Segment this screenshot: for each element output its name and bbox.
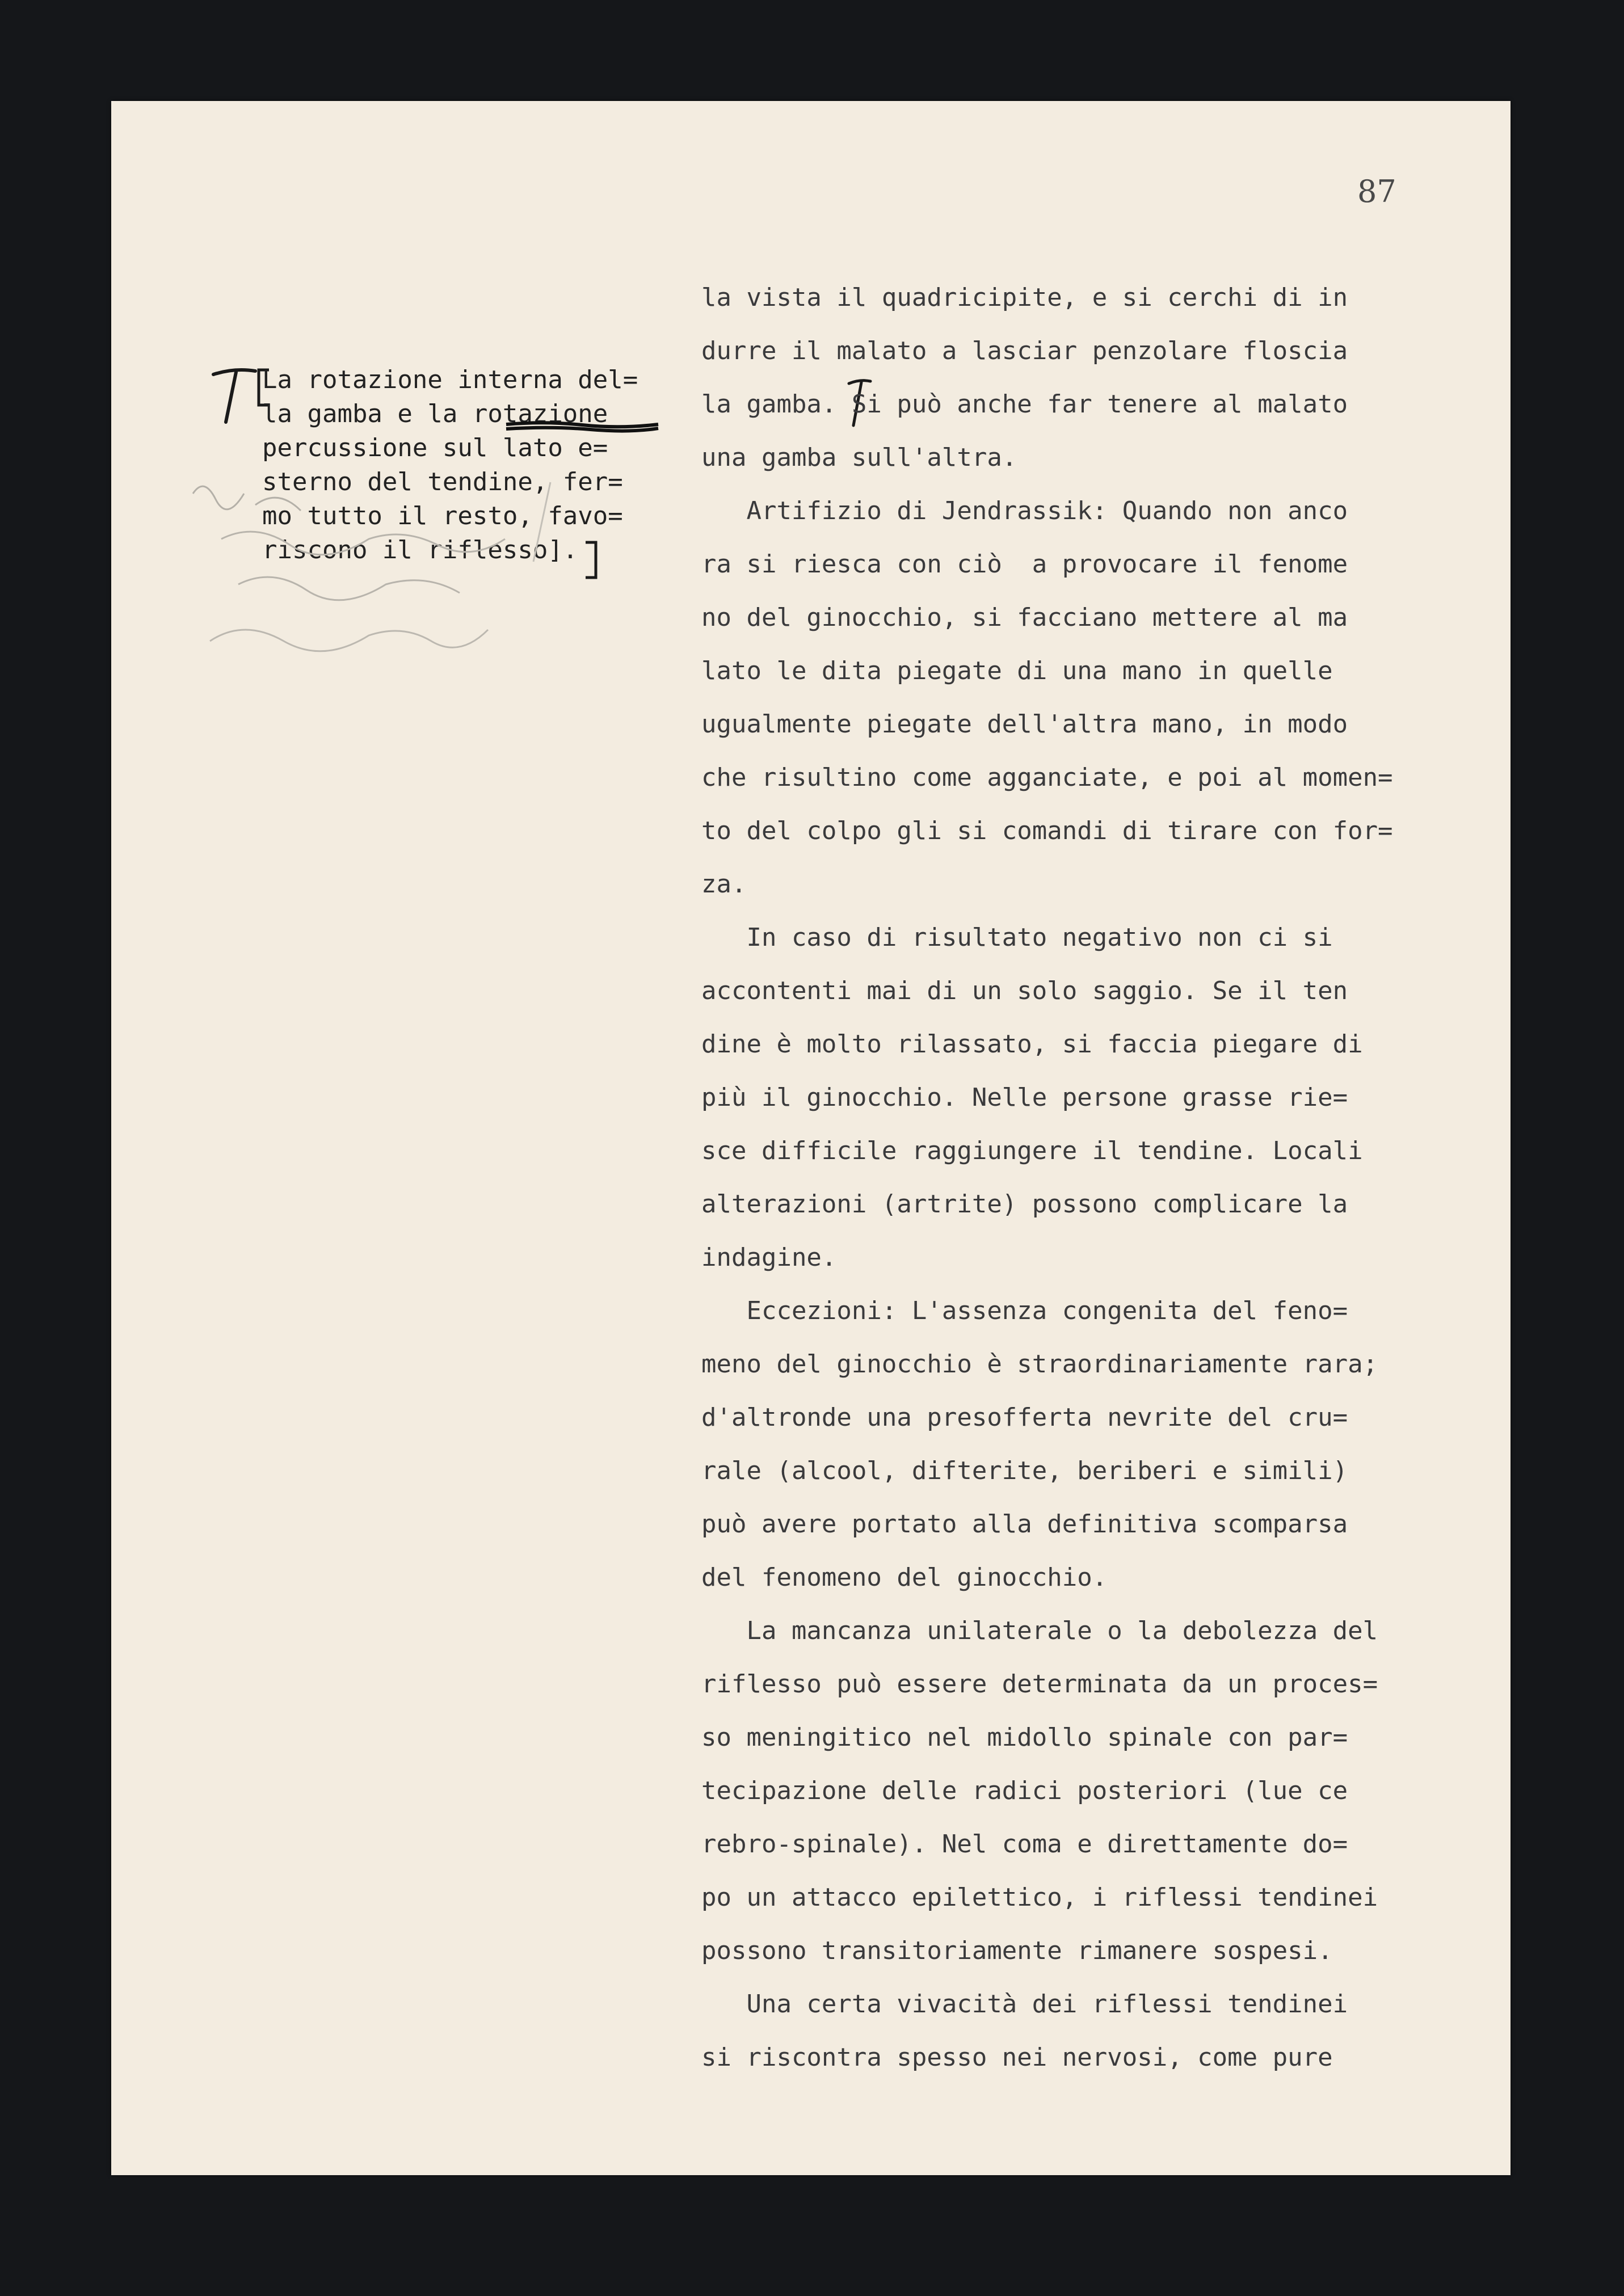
- text-line: to del colpo gli si comandi di tirare con for=: [701, 816, 1393, 845]
- text-line: rebro-spinale). Nel coma e direttamente do=: [701, 1830, 1348, 1859]
- text-line: la vista il quadricipite, e si cerchi di in: [701, 283, 1348, 312]
- text-line: la gamba. Si può anche far tenere al malato: [701, 390, 1348, 419]
- text-line: za.: [701, 870, 747, 899]
- text-line: so meningitico nel midollo spinale con par=: [701, 1723, 1348, 1752]
- text-line: lato le dita piegate di una mano in quelle: [701, 656, 1333, 685]
- margin-note-line: La rotazione interna del=: [262, 365, 638, 394]
- text-line: po un attacco epilettico, i riflessi tendinei: [701, 1883, 1378, 1912]
- text-line: In caso di risultato negativo non ci si: [701, 923, 1333, 952]
- text-line: alterazioni (artrite) possono complicare la: [701, 1190, 1348, 1219]
- pencil-scribble: [187, 471, 584, 675]
- margin-note-line: riscono il riflesso].: [262, 536, 578, 564]
- text-line: possono transitoriamente rimanere sospesi.: [701, 1936, 1333, 1965]
- text-line: si riscontra spesso nei nervosi, come pure: [701, 2043, 1333, 2072]
- text-line: durre il malato a lasciar penzolare floscia: [701, 336, 1348, 365]
- text-line: che risultino come agganciate, e poi al momen=: [701, 763, 1393, 792]
- margin-note-line: mo tutto il resto, favo=: [262, 502, 623, 530]
- main-text: [701, 271, 1490, 2084]
- text-line: una gamba sull'altra.: [701, 443, 1017, 472]
- text-line: del fenomeno del ginocchio.: [701, 1563, 1108, 1592]
- text-line-heading-eccezioni: Eccezioni: L'assenza congenita del feno=: [701, 1296, 1348, 1325]
- text-line: indagine.: [701, 1243, 837, 1272]
- text-line: ra si riesca con ciò a provocare il fenome: [701, 550, 1348, 579]
- margin-note-line: sterno del tendine, fer=: [262, 467, 623, 496]
- text-line: La mancanza unilaterale o la debolezza del: [701, 1616, 1378, 1645]
- text-line: sce difficile raggiungere il tendine. Locali: [701, 1136, 1363, 1165]
- strikethrough-mark: [505, 420, 659, 433]
- text-line: ugualmente piegate dell'altra mano, in modo: [701, 710, 1348, 739]
- margin-note-line: la gamba e la rotazione: [262, 399, 608, 428]
- page-number: 87: [1357, 174, 1396, 209]
- text-line: può avere portato alla definitiva scomparsa: [701, 1510, 1348, 1539]
- text-line: accontenti mai di un solo saggio. Se il ten: [701, 976, 1348, 1005]
- text-line: d'altronde una presofferta nevrite del cru=: [701, 1403, 1348, 1432]
- text-line: meno del ginocchio è straordinariamente rara;: [701, 1350, 1378, 1379]
- text-line: dine è molto rilassato, si faccia piegare di: [701, 1030, 1363, 1059]
- text-line: riflesso può essere determinata da un proces=: [701, 1670, 1378, 1699]
- text-line: rale (alcool, difterite, beriberi e simili): [701, 1456, 1348, 1485]
- text-line: più il ginocchio. Nelle persone grasse rie=: [701, 1083, 1348, 1112]
- bracket-close-icon: [583, 540, 600, 580]
- text-line: no del ginocchio, si facciano mettere al ma: [701, 603, 1348, 632]
- text-line: tecipazione delle radici posteriori (lue ce: [701, 1776, 1348, 1805]
- insertion-mark-icon: [209, 363, 260, 426]
- margin-note-line: percussione sul lato e=: [262, 433, 608, 462]
- text-line: Una certa vivacità dei riflessi tendinei: [701, 1990, 1348, 2019]
- text-line-heading-artifizio: Artifizio di Jendrassik: Quando non anco: [701, 496, 1348, 525]
